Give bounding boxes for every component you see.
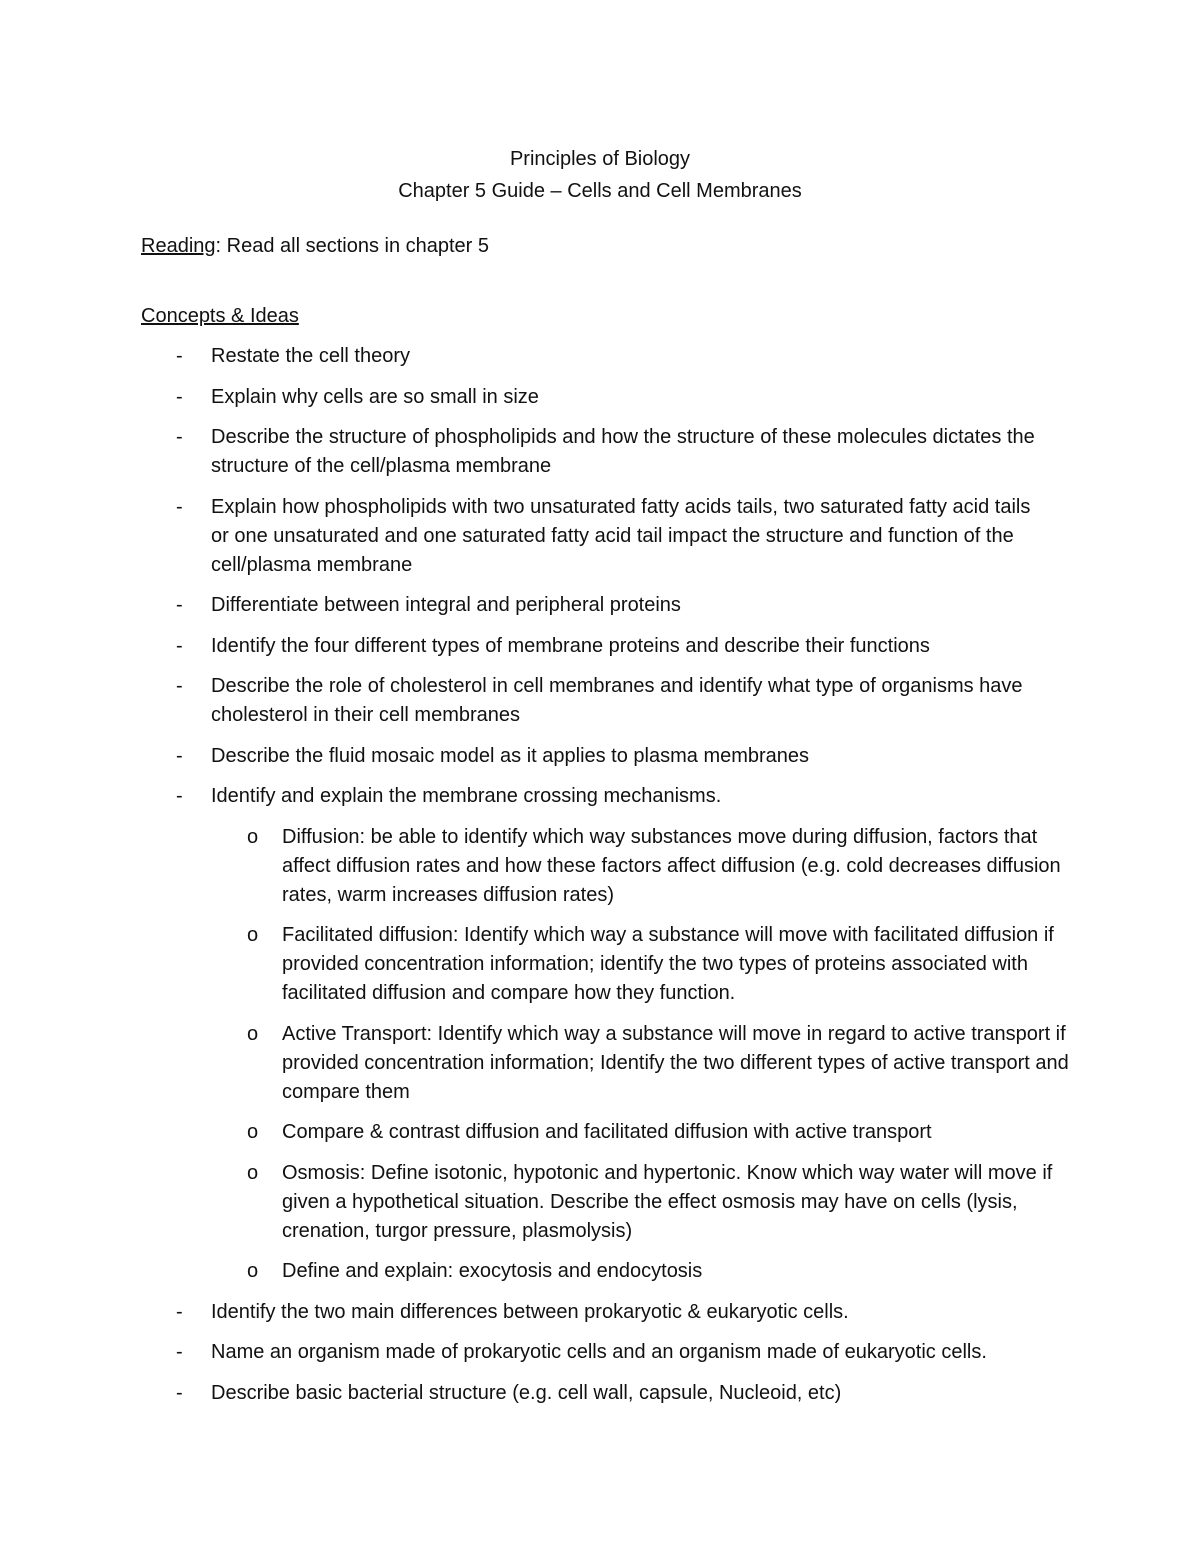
list-item-text: Explain why cells are so small in size <box>211 385 539 408</box>
dash-bullet: - <box>176 594 183 616</box>
sub-list-item <box>0 921 1072 1008</box>
list-item-text: Explain how phospholipids with two unsaturated fatty acids tails, two saturated fatty acid tails or one unsaturated and one saturated fatty acid tail impact the structure and function of the cell/plasma membrane <box>211 495 1031 576</box>
list-item <box>0 1338 1051 1367</box>
dash-bullet: - <box>176 1381 183 1404</box>
circle-bullet: o <box>247 1022 259 1045</box>
dash-bullet: - <box>176 345 183 367</box>
concepts-heading: Concepts & Ideas <box>141 305 299 327</box>
list-item <box>0 1298 1051 1327</box>
sub-list-item <box>0 1159 1072 1246</box>
list-item-text: Identify the two main differences between prokaryotic & eukaryotic cells. <box>211 1300 849 1323</box>
list-item-text: Facilitated diffusion: Identify which way a substance will move with facilitated diffusion if provided concentration information; identify the two types of proteins associated with facilitated diffusion and compare how they function. <box>282 924 1054 1004</box>
title-block <box>0 143 1200 207</box>
list-item-text: Describe the role of cholesterol in cell membranes and identify what type of organisms have cholesterol in their cell membranes <box>211 675 1023 726</box>
list-item <box>0 342 1051 371</box>
dash-bullet: - <box>176 634 183 657</box>
document-title: Principles of Biology <box>509 148 691 170</box>
list-item <box>0 1379 1051 1408</box>
list-item-text: Differentiate between integral and peripheral proteins <box>211 594 681 616</box>
list-item <box>0 493 1051 580</box>
concepts-list <box>0 342 1200 1419</box>
circle-bullet: o <box>247 1260 259 1282</box>
document-subtitle: Chapter 5 Guide – Cells and Cell Membranes <box>398 180 802 202</box>
list-item-text: Restate the cell theory <box>211 345 410 367</box>
list-item-text: Describe basic bacterial structure (e.g. cell wall, capsule, Nucleoid, etc) <box>211 1381 842 1404</box>
dash-bullet: - <box>176 385 183 408</box>
dash-bullet: - <box>176 1341 183 1363</box>
list-item <box>0 782 1051 811</box>
dash-bullet: - <box>176 426 183 448</box>
list-item-text: Diffusion: be able to identify which way substances move during diffusion, factors that affect diffusion rates and how these factors affect diffusion (e.g. cold decreases diffusion rates, warm increases diffusion rates) <box>282 825 1061 906</box>
list-item <box>0 672 1051 730</box>
sub-list-item <box>0 1020 1072 1107</box>
sub-list-item <box>0 1257 1072 1286</box>
list-item-text: Identify and explain the membrane crossing mechanisms. <box>211 785 722 807</box>
dash-bullet: - <box>176 785 183 807</box>
dash-bullet: - <box>176 495 183 518</box>
list-item <box>0 423 1051 481</box>
reading-colon: : <box>215 235 222 257</box>
circle-bullet: o <box>247 1121 259 1143</box>
sub-list-item <box>0 1118 1072 1147</box>
sub-list-item <box>0 823 1072 910</box>
reading-label: Reading <box>141 235 216 257</box>
list-item-text: Describe the structure of phospholipids and how the structure of these molecules dictates the structure of the cell/plasma membrane <box>211 426 1035 477</box>
list-item <box>0 742 1051 771</box>
list-item-text: Active Transport: Identify which way a substance will move in regard to active transport if provided concentration information; Identify the two different types of active transport and compare them <box>282 1022 1069 1103</box>
list-item <box>0 591 1051 620</box>
list-item-text: Describe the fluid mosaic model as it applies to plasma membranes <box>211 744 810 767</box>
list-item-text: Define and explain: exocytosis and endocytosis <box>282 1260 703 1282</box>
circle-bullet: o <box>247 825 259 848</box>
list-item <box>0 383 1051 412</box>
reading-line <box>141 232 489 260</box>
list-item <box>0 632 1051 661</box>
list-item-text: Identify the four different types of membrane proteins and describe their functions <box>211 634 930 657</box>
circle-bullet: o <box>247 924 259 946</box>
circle-bullet: o <box>247 1161 259 1184</box>
dash-bullet: - <box>176 744 183 767</box>
list-item-text: Name an organism made of prokaryotic cells and an organism made of eukaryotic cells. <box>211 1341 987 1363</box>
reading-text: Read all sections in chapter 5 <box>221 235 490 257</box>
list-item-text: Compare & contrast diffusion and facilitated diffusion with active transport <box>282 1121 932 1143</box>
dash-bullet: - <box>176 675 183 697</box>
list-item-text: Osmosis: Define isotonic, hypotonic and hypertonic. Know which way water will move if given a hypothetical situation. Describe the effect osmosis may have on cells (lysis, crenation, turgor pressure, plasmolysis) <box>282 1161 1053 1242</box>
dash-bullet: - <box>176 1300 183 1323</box>
